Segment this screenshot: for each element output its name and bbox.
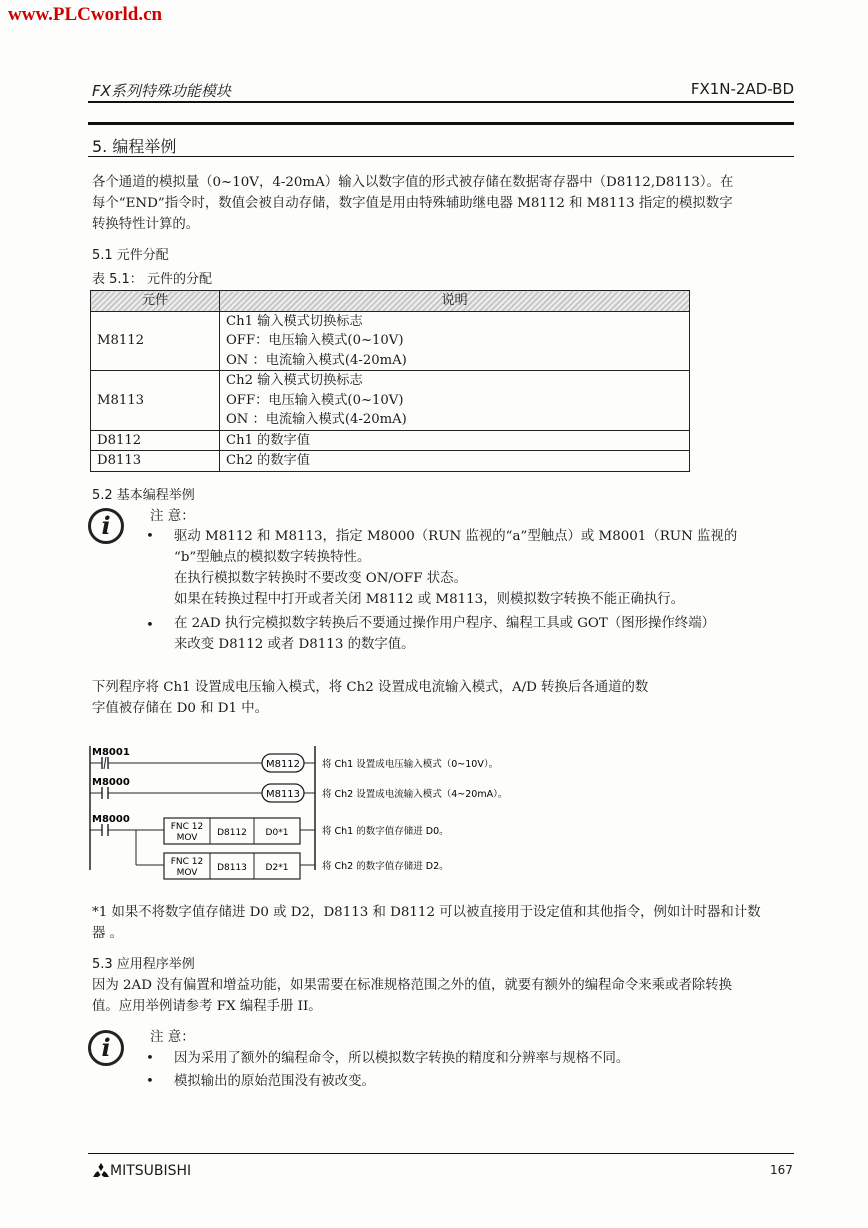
fnc-src: D8113 <box>217 863 247 873</box>
device-cell: M8112 <box>91 311 220 371</box>
bullet-line: 在执行模拟数字转换时不要改变 ON/OFF 状态。 <box>174 571 467 586</box>
rung-comment: 将 Ch2 设置成电流输入模式（4~20mA）。 <box>322 789 508 800</box>
subsection-title-5-3: 5.3 应用程序举例 <box>92 957 195 972</box>
application-text <box>92 975 794 1017</box>
application-line: 因为 2AD 没有偏置和增益功能，如果需要在标准规格范围之外的值，就要有额外的编程命令来乘或者除转换 <box>92 978 733 993</box>
watermark-url: www.PLCworld.cn <box>8 4 163 25</box>
program-description <box>92 677 794 719</box>
description-cell: Ch2 的数字值 <box>220 451 690 472</box>
desc-line: ON ：电流输入模式(4-20mA) <box>226 352 407 368</box>
device-cell: M8113 <box>91 371 220 431</box>
device-cell: D8113 <box>91 451 220 472</box>
section-rule-bottom <box>88 156 794 157</box>
device-allocation-table <box>90 290 690 472</box>
program-desc-line: 下列程序将 Ch1 设置成电压输入模式，将 Ch2 设置成电流输入模式，A/D 转换后各通道的数 <box>92 680 649 695</box>
desc-line: OFF：电压输入模式(0~10V) <box>226 392 404 408</box>
fnc-dst: D0*1 <box>265 828 289 838</box>
footnote <box>92 902 794 944</box>
contact-label: M8000 <box>92 777 130 788</box>
table-row <box>91 371 690 431</box>
page-number: 167 <box>770 1163 793 1177</box>
col-header-description: 说明 <box>220 291 690 312</box>
coil-label: M8113 <box>265 789 301 800</box>
fnc-op: MOV <box>176 833 198 843</box>
footer-rule <box>88 1153 794 1154</box>
note-title: 注 意： <box>150 508 195 524</box>
desc-line: Ch1 输入模式切换标志 <box>226 313 363 329</box>
table-row <box>91 451 690 472</box>
intro-line: 转换特性计算的。 <box>92 217 200 232</box>
note-bullet <box>174 613 794 655</box>
section-title: 5. 编程举例 <box>92 137 177 156</box>
info-icon: i <box>88 508 124 544</box>
brand-name: MITSUBISHI <box>110 1163 192 1179</box>
program-desc-line: 字值被存储在 D0 和 D1 中。 <box>92 701 269 716</box>
subsection-title-5-2: 5.2 基本编程举例 <box>92 488 195 503</box>
ladder-diagram <box>88 742 558 882</box>
note-title: 注 意： <box>150 1029 195 1045</box>
subsection-title-5-1: 5.1 元件分配 <box>92 248 169 263</box>
table-row <box>91 430 690 451</box>
table-row <box>91 311 690 371</box>
fnc-number: FNC 12 <box>170 857 204 867</box>
brand-logo <box>92 1163 191 1179</box>
table-caption: 表 5.1： 元件的分配 <box>92 272 212 287</box>
info-icon: i <box>88 1030 124 1066</box>
footnote-line: 器 。 <box>92 926 124 941</box>
note-bullet: 因为采用了额外的编程命令，所以模拟数字转换的精度和分辨率与规格不同。 <box>174 1051 630 1066</box>
description-cell <box>220 371 690 431</box>
footnote-line: *1 如果不将数字值存储进 D0 或 D2，D8113 和 D8112 可以被直接用于设定值和其他指令，例如计时器和计数 <box>92 905 761 920</box>
fnc-number: FNC 12 <box>170 822 204 832</box>
fnc-src: D8112 <box>217 828 247 838</box>
desc-line: ON ：电流输入模式(4-20mA) <box>226 412 407 427</box>
bullet-marker: • <box>146 1074 154 1089</box>
note-bullet <box>174 526 794 610</box>
application-line: 值。应用举例请参考 FX 编程手册 II。 <box>92 999 322 1014</box>
bullet-marker: • <box>146 618 154 633</box>
header-rule <box>88 101 794 103</box>
rung-comment: 将 Ch1 的数字值存储进 D0。 <box>322 826 449 837</box>
bullet-line: 来改变 D8112 或者 D8113 的数字值。 <box>174 637 415 652</box>
section-rule-top <box>88 122 794 125</box>
intro-line: 每个“END”指令时，数值会被自动存储，数字值是用由特殊辅助继电器 M8112 和 M8113 指定的模拟数字 <box>92 196 733 211</box>
bullet-line: 在 2AD 执行完模拟数字转换后不要通过操作用户程序、编程工具或 GOT（图形操作终端） <box>174 616 715 631</box>
bullet-line: “b”型触点的模拟数字转换特性。 <box>174 550 371 565</box>
rung-comment: 将 Ch1 设置成电压输入模式（0~10V）。 <box>322 759 499 770</box>
description-cell <box>220 311 690 371</box>
col-header-device: 元件 <box>91 291 220 312</box>
table-header-row <box>91 291 690 312</box>
nc-contact-slash <box>104 757 106 769</box>
coil-label: M8112 <box>265 759 301 770</box>
bullet-marker: • <box>146 529 154 544</box>
header-title: FX系列特殊功能模块 <box>92 82 231 100</box>
description-cell: Ch1 的数字值 <box>220 430 690 451</box>
section-intro <box>92 172 794 235</box>
bullet-marker: • <box>146 1051 154 1066</box>
note-bullet: 模拟输出的原始范围没有被改变。 <box>174 1074 375 1089</box>
device-cell: D8112 <box>91 430 220 451</box>
contact-label: M8001 <box>92 747 130 758</box>
fnc-dst: D2*1 <box>265 863 289 873</box>
rung-comment: 将 Ch2 的数字值存储进 D2。 <box>322 861 449 872</box>
desc-line: Ch2 输入模式切换标志 <box>226 373 363 388</box>
mitsubishi-diamonds-icon <box>92 1163 110 1177</box>
intro-line: 各个通道的模拟量（0~10V，4-20mA）输入以数字值的形式被存储在数据寄存器中（D8112,D8113）。在 <box>92 175 734 190</box>
contact-label: M8000 <box>92 814 130 825</box>
fnc-op: MOV <box>176 868 198 878</box>
header-model: FX1N-2AD-BD <box>690 80 794 98</box>
desc-line: OFF：电压输入模式(0~10V) <box>226 333 404 348</box>
bullet-line: 驱动 M8112 和 M8113，指定 M8000（RUN 监视的“a”型触点）或 M8001（RUN 监视的 <box>174 529 738 544</box>
bullet-line: 如果在转换过程中打开或者关闭 M8112 或 M8113，则模拟数字转换不能正确执行。 <box>174 592 685 607</box>
